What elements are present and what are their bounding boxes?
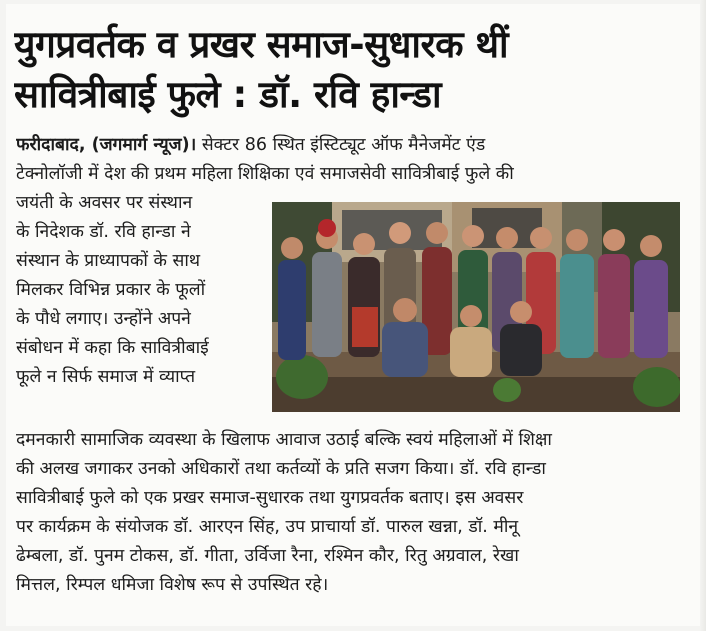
body-line: मित्तल, रिम्पल धमिजा विशेष रूप से उपस्थित रहे।: [16, 575, 329, 595]
article-intro: [16, 131, 688, 189]
intro-line-1: [16, 131, 688, 160]
headline-line-1: युगप्रवर्तक व प्रखर समाज-सुधारक थीं: [14, 23, 509, 66]
body-line: की अलख जगाकर उनको अधिकारों तथा कर्तव्यों के प्रति सजग किया। डॉ. रवि हान्डा: [16, 459, 546, 479]
headline: [14, 20, 694, 120]
body-line: ढेम्बला, डॉ. पुनम टोकस, डॉ. गीता, उर्विजा रैना, रश्मिन कौर, रितु अग्रवाल, रेखा: [16, 546, 519, 566]
body-line: सावित्रीबाई फुले को एक प्रखर समाज-सुधारक तथा युगप्रवर्तक बताए। इस अवसर: [16, 488, 524, 508]
page-edge: [700, 0, 706, 631]
group-photo-illustration: [272, 202, 680, 412]
headline-line-2: सावित्रीबाई फुले : डॉ. रवि हान्डा: [14, 73, 442, 116]
wrap-line: के निदेशक डॉ. रवि हान्डा ने: [16, 222, 191, 242]
article-wrap-column: [16, 189, 260, 392]
intro-line-1-text: सेक्टर 86 स्थित इंस्टिट्यूट ऑफ मैनेजमेंट एंड: [196, 135, 486, 155]
body-line: पर कार्यक्रम के संयोजक डॉ. आरएन सिंह, उप प्राचार्या डॉ. पारुल खन्ना, डॉ. मीनू: [16, 517, 519, 537]
wrap-line: संबोधन में कहा कि सावित्रीबाई: [16, 338, 209, 358]
wrap-line: मिलकर विभिन्न प्रकार के फूलों: [16, 280, 206, 300]
wrap-line: जयंती के अवसर पर संस्थान: [16, 193, 193, 213]
intro-line-2: टेक्नोलॉजी में देश की प्रथम महिला शिक्षिका एवं समाजसेवी सावित्रीबाई फुले की: [16, 164, 514, 184]
wrap-line: फूले न सिर्फ समाज में व्याप्त: [16, 367, 196, 387]
dateline: फरीदाबाद, (जगमार्ग न्यूज)।: [16, 135, 197, 155]
wrap-line: संस्थान के प्राध्यापकों के साथ: [16, 251, 201, 271]
article-body: [16, 426, 688, 600]
wrap-line: के पौधे लगाए। उन्होंने अपने: [16, 309, 191, 329]
group-photo: [272, 202, 680, 412]
body-line: दमनकारी सामाजिक व्यवस्था के खिलाफ आवाज उठाई बल्कि स्वयं महिलाओं में शिक्षा: [16, 430, 552, 450]
